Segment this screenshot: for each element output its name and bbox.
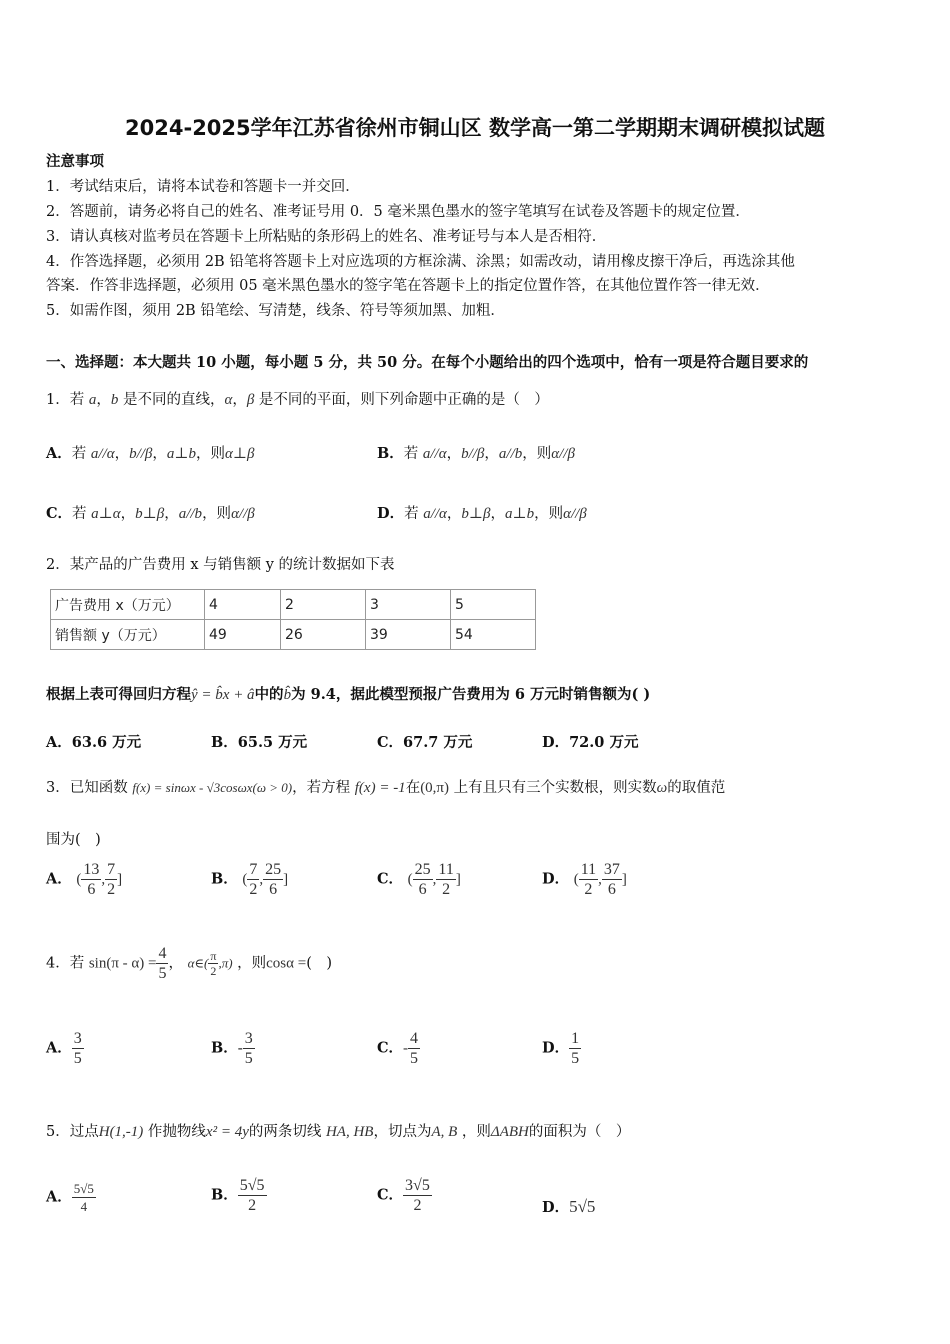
q1-option-d: D．若 a//α，b⊥β，a⊥b，则α//β xyxy=(377,505,587,522)
notice-item: 2．答题前，请务必将自己的姓名、准考证号用 0．5 毫米黑色墨水的签字笔填写在试卷及答题卡的规定位置． xyxy=(46,204,750,220)
question-5: 5．过点H(1,-1) 作抛物线x² = 4y的两条切线 HA, HB，切点为A, B ，则ΔABH的面积为（ ） xyxy=(46,1124,631,1140)
q4-option-d: D． $\frac{1}{5}$ xyxy=(542,1030,580,1067)
notice-item: 1．考试结束后，请将本试卷和答题卡一并交回． xyxy=(46,179,360,195)
notice-item: 5．如需作图，须用 2B 铅笔绘、写清楚，线条、符号等须加黑、加粗． xyxy=(46,303,505,319)
q4-option-c: C．- $\frac{4}{5}$ xyxy=(377,1030,419,1067)
notice-item: 3．请认真核对监考员在答题卡上所粘贴的条形码上的姓名、准考证号与本人是否相符． xyxy=(46,229,607,245)
table-row xyxy=(51,590,536,620)
notice-item: 4．作答选择题，必须用 2B 铅笔将答题卡上对应选项的方框涂满、涂黑；如需改动，请用橡皮擦干净后，再选涂其他 xyxy=(46,254,795,270)
table-row xyxy=(51,620,536,650)
section-heading: 一、选择题：本大题共 10 小题，每小题 5 分，共 50 分。在每个小题给出的四个选项中，恰有一项是符合题目要求的 xyxy=(46,354,809,371)
q4-option-b: B．- $\frac{3}{5}$ xyxy=(211,1030,253,1067)
q2-option-d: D．72.0 万元 xyxy=(542,734,639,751)
q2-option-c: C．67.7 万元 xyxy=(377,734,473,751)
q3-option-a: A． ( $\frac{13}{6}$ , $\frac{7}{2}$ ] xyxy=(46,861,123,898)
data-table xyxy=(50,589,536,650)
notice-item: 答案．作答非选择题，必须用 05 毫米黑色墨水的签字笔在答题卡上的指定位置作答，在其他位置作答一律无效． xyxy=(46,278,770,294)
question-2: 2．某产品的广告费用 x 与销售额 y 的统计数据如下表 xyxy=(46,557,395,573)
table-cell: 3 xyxy=(366,590,451,620)
q1-option-c: C．若 a⊥α，b⊥β，a//b，则α//β xyxy=(46,505,255,522)
table-cell: 54 xyxy=(451,620,536,650)
table-cell: 39 xyxy=(366,620,451,650)
table-cell: 销售额 y（万元） xyxy=(51,620,205,650)
page-title: 2024-2025学年江苏省徐州市铜山区 数学高一第二学期期末调研模拟试题 xyxy=(125,116,825,140)
table-cell: 4 xyxy=(205,590,281,620)
q1-option-a: A．若 a//α，b//β，a⊥b，则α⊥β xyxy=(46,445,255,462)
q5-option-d: D．5√5 xyxy=(542,1197,596,1216)
table-cell: 5 xyxy=(451,590,536,620)
q3-stem-cont: 围为( ) xyxy=(46,832,101,848)
question-4: 4．若 sin(π - α) = $\frac{4}{5}$ ， α∈( $\frac{\pi}{2}$ ,π) ，则cosα =( ) xyxy=(46,945,333,982)
q2-option-a: A．63.6 万元 xyxy=(46,734,142,751)
q3-option-b: B． ( $\frac{7}{2}$ , $\frac{25}{6}$ ] xyxy=(211,861,289,898)
q5-option-c: C． $\frac{3√5}{2}$ xyxy=(377,1177,430,1214)
table-cell: 49 xyxy=(205,620,281,650)
question-1: 1．若 a，b 是不同的直线，α，β 是不同的平面，则下列命题中正确的是（ ） xyxy=(46,392,549,408)
q1-option-b: B．若 a//α，b//β，a//b，则α//β xyxy=(377,445,575,462)
table-cell: 26 xyxy=(281,620,366,650)
notice-heading: 注意事项 xyxy=(46,153,104,170)
q2-stem: 根据上表可得回归方程ŷ = b̂x + â中的b̂为 9.4，据此模型预报广告费用为 6 万元时销售额为( ) xyxy=(46,686,651,703)
table-cell: 广告费用 x（万元） xyxy=(51,590,205,620)
q2-option-b: B．65.5 万元 xyxy=(211,734,308,751)
q5-option-a: A． $\frac{5√5}{4}$ xyxy=(46,1181,94,1214)
q3-option-d: D． ( $\frac{11}{2}$ , $\frac{37}{6}$ ] xyxy=(542,861,627,898)
q5-option-b: B． $\frac{5√5}{2}$ xyxy=(211,1177,265,1214)
table-cell: 2 xyxy=(281,590,366,620)
question-3: 3．已知函数 f(x) = sinωx - √3cosωx(ω > 0)，若方程 f(x) = -1在(0,π) 上有且只有三个实数根，则实数ω的取值范 xyxy=(46,780,726,796)
q3-option-c: C． ( $\frac{25}{6}$ , $\frac{11}{2}$ ] xyxy=(377,861,461,898)
q4-option-a: A． $\frac{3}{5}$ xyxy=(46,1030,82,1067)
